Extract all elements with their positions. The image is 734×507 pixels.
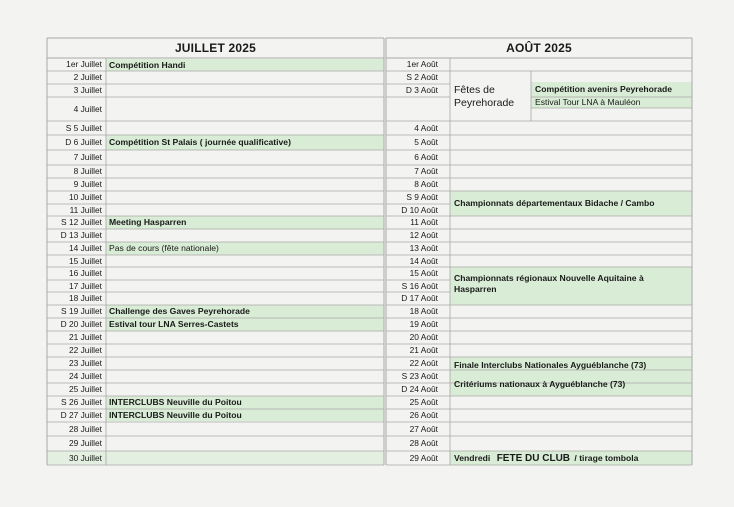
august-day-label: 29 Août: [409, 453, 438, 463]
event-bidache: Championnats départementaux Bidache / Cambo: [454, 198, 655, 208]
july-day-label: 16 Juillet: [68, 268, 102, 278]
august-day-label: 7 Août: [414, 166, 438, 176]
august-day-label: 28 Août: [409, 438, 438, 448]
august-day-label: 26 Août: [409, 410, 438, 420]
july-header: JUILLET 2025: [174, 41, 257, 55]
august-day-label: S 9 Août: [406, 192, 438, 202]
august-day-label: D 10 Août: [401, 205, 438, 215]
july-day-label: D 13 Juillet: [60, 230, 102, 240]
august-day-label: 13 Août: [409, 243, 438, 253]
july-day-label: 15 Juillet: [68, 256, 102, 266]
event-interclubs-finale: Finale Interclubs Nationales Ayguéblanche (73): [454, 360, 647, 370]
august-day-label: 27 Août: [409, 424, 438, 434]
july-day-label: 23 Juillet: [68, 358, 102, 368]
august-day-label: D 3 Août: [405, 85, 438, 95]
july-day-label: S 5 Juillet: [65, 123, 102, 133]
august-day-label: 4 Août: [414, 123, 438, 133]
august-day-label: 11 Août: [410, 217, 438, 227]
fete-club: FETE DU CLUB: [496, 453, 571, 464]
event-avenirs: Compétition avenirs Peyrehorade: [535, 84, 673, 94]
event-regionaux: Championnats régionaux Nouvelle Aquitaine à Hasparren: [454, 273, 644, 294]
august-day-label: 6 Août: [414, 152, 438, 162]
july-day-label: 3 Juillet: [73, 85, 102, 95]
july-day-label: D 6 Juillet: [65, 137, 102, 147]
july-day-label: D 20 Juillet: [60, 319, 102, 329]
july-day-label: 4 Juillet: [73, 104, 102, 114]
event-criteriums: Critériums nationaux à Ayguéblanche (73): [454, 379, 626, 389]
august-day-label: S 16 Août: [401, 281, 438, 291]
july-day-label: 17 Juillet: [68, 281, 102, 291]
july-day-label: 1er Juillet: [66, 59, 102, 69]
july-day-label: 21 Juillet: [68, 332, 102, 342]
july-day-label: 2 Juillet: [73, 72, 102, 82]
july-day-label: 25 Juillet: [68, 384, 102, 394]
july-day-label: 28 Juillet: [68, 424, 102, 434]
fete-rest: / tirage tombola: [574, 453, 639, 463]
august-day-label: S 23 Août: [401, 371, 438, 381]
august-day-label: 1er Août: [406, 59, 438, 69]
july-day-label: S 12 Juillet: [61, 217, 102, 227]
august-day-label: S 2 Août: [406, 72, 438, 82]
event-july-20: Estival tour LNA Serres-Castets: [109, 319, 239, 329]
event-july-27: INTERCLUBS Neuville du Poitou: [109, 410, 242, 420]
august-header: AOÛT 2025: [506, 41, 572, 55]
event-july-12: Meeting Hasparren: [109, 217, 187, 227]
july-day-label: 30 Juillet: [68, 453, 102, 463]
july-day-label: 9 Juillet: [73, 179, 102, 189]
july-day-label: 18 Juillet: [68, 293, 102, 303]
event-july-1: Compétition Handi: [109, 60, 186, 70]
august-day-label: 14 Août: [409, 256, 438, 266]
july-day-label: 24 Juillet: [68, 371, 102, 381]
august-day-label: 12 Août: [409, 230, 438, 240]
august-day-label: 22 Août: [409, 358, 438, 368]
july-day-label: 7 Juillet: [73, 152, 102, 162]
event-july-19: Challenge des Gaves Peyrehorade: [109, 306, 250, 316]
event-fetes-peyrehorade: Fêtes de Peyrehorade: [454, 84, 515, 109]
event-estival-mauleon: Estival Tour LNA à Mauléon: [535, 97, 641, 107]
august-day-label: 15 Août: [409, 268, 438, 278]
event-july-6: Compétition St Palais ( journée qualificative): [109, 137, 291, 147]
august-day-label: 8 Août: [414, 179, 438, 189]
august-day-label: D 17 Août: [401, 293, 438, 303]
august-day-label: 19 Août: [409, 319, 438, 329]
july-day-label: S 19 Juillet: [61, 306, 102, 316]
august-day-label: D 24 Août: [401, 384, 438, 394]
july-day-label: 10 Juillet: [68, 192, 102, 202]
event-fete-du-club: [454, 453, 638, 464]
august-day-label: 21 Août: [409, 345, 438, 355]
event-july-14: Pas de cours (fête nationale): [109, 243, 219, 253]
july-day-label: 29 Juillet: [68, 438, 102, 448]
july-day-label: 22 Juillet: [68, 345, 102, 355]
july-day-label: 8 Juillet: [73, 166, 102, 176]
july-day-label: 14 Juillet: [68, 243, 102, 253]
july-day-label: 11 Juillet: [69, 205, 102, 215]
august-day-label: 5 Août: [414, 137, 438, 147]
august-day-label: 20 Août: [409, 332, 438, 342]
july-day-label: S 26 Juillet: [61, 397, 102, 407]
august-day-label: 18 Août: [409, 306, 438, 316]
july-day-label: D 27 Juillet: [60, 410, 102, 420]
august-day-label: 25 Août: [409, 397, 438, 407]
event-july-26: INTERCLUBS Neuville du Poitou: [109, 397, 242, 407]
fete-day: Vendredi: [454, 453, 491, 463]
